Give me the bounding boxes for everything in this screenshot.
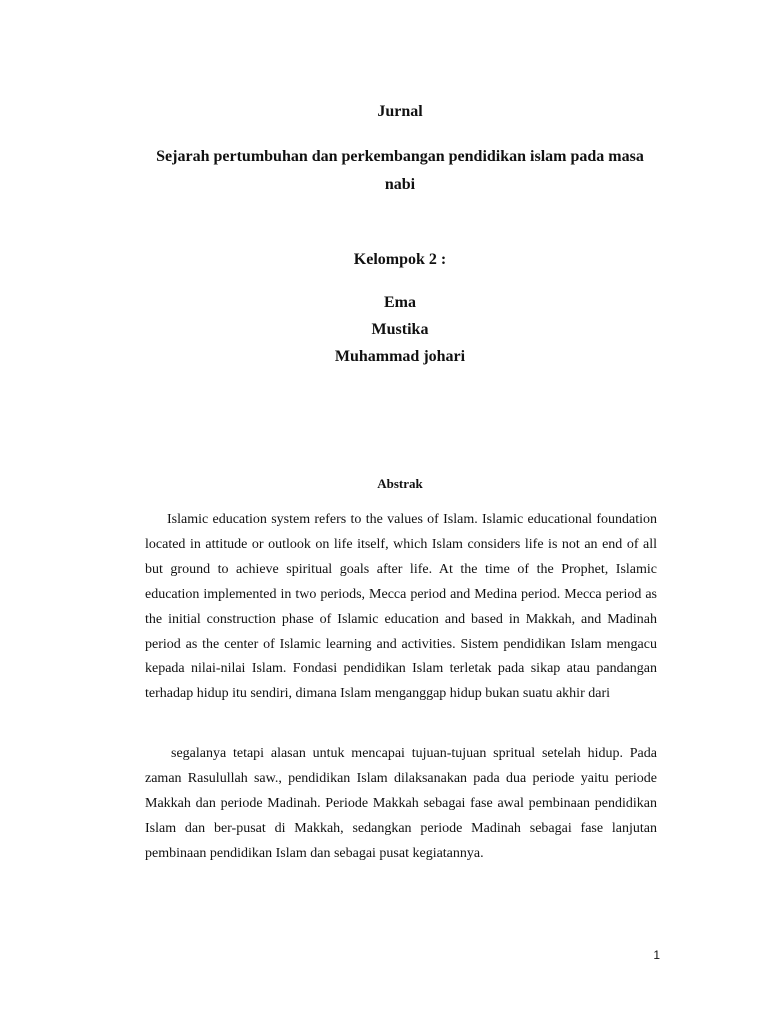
page-number: 1 — [653, 948, 660, 962]
abstract-paragraph-english: Islamic education system refers to the values of Islam. Islamic educational foundation located in attitude or outlook on life itself, which Islam considers life is not an end of all but ground to achieve spiritual goals after life. At the time of the Prophet, Islamic education implemented in two periods, Mecca period and Medina period. Mecca period as the initial construction phase of Islamic education and based in Makkah, and Madinah period as the center of Islamic learning and activities. Sistem pendidikan Islam mengacu kepada nilai-nilai Islam. Fondasi pendidikan Islam terletak pada sikap atau pandangan terhadap hidup itu sendiri, dimana Islam menganggap hidup bukan suatu akhir dari — [145, 512, 657, 702]
member-list — [16, 289, 768, 370]
abstract-paragraph-indonesian: segalanya tetapi alasan untuk mencapai tujuan-tujuan spritual setelah hidup. Pada zaman Rasulullah saw., pendidikan Islam dilaksanakan pada dua periode yaitu periode Makkah dan periode Madinah. Periode Makkah sebagai fase awal pembinaan pendidikan Islam dan ber-pusat di Makkah, sedangkan periode Madinah sebagai fase lanjutan pembinaan pendidikan Islam dan sebagai pusat kegiatannya. — [145, 746, 657, 861]
member-name: Muhammad johari — [334, 348, 466, 365]
group-label: Kelompok 2 : — [353, 251, 447, 268]
abstract-heading: Abstrak — [377, 476, 423, 491]
member-name: Mustika — [371, 321, 429, 338]
title-text: Sejarah pertumbuhan dan perkembangan pendidikan islam pada masa nabi — [156, 148, 644, 193]
member-name: Ema — [384, 294, 416, 311]
document-title — [16, 143, 768, 199]
document-type-label: Jurnal — [377, 103, 423, 120]
